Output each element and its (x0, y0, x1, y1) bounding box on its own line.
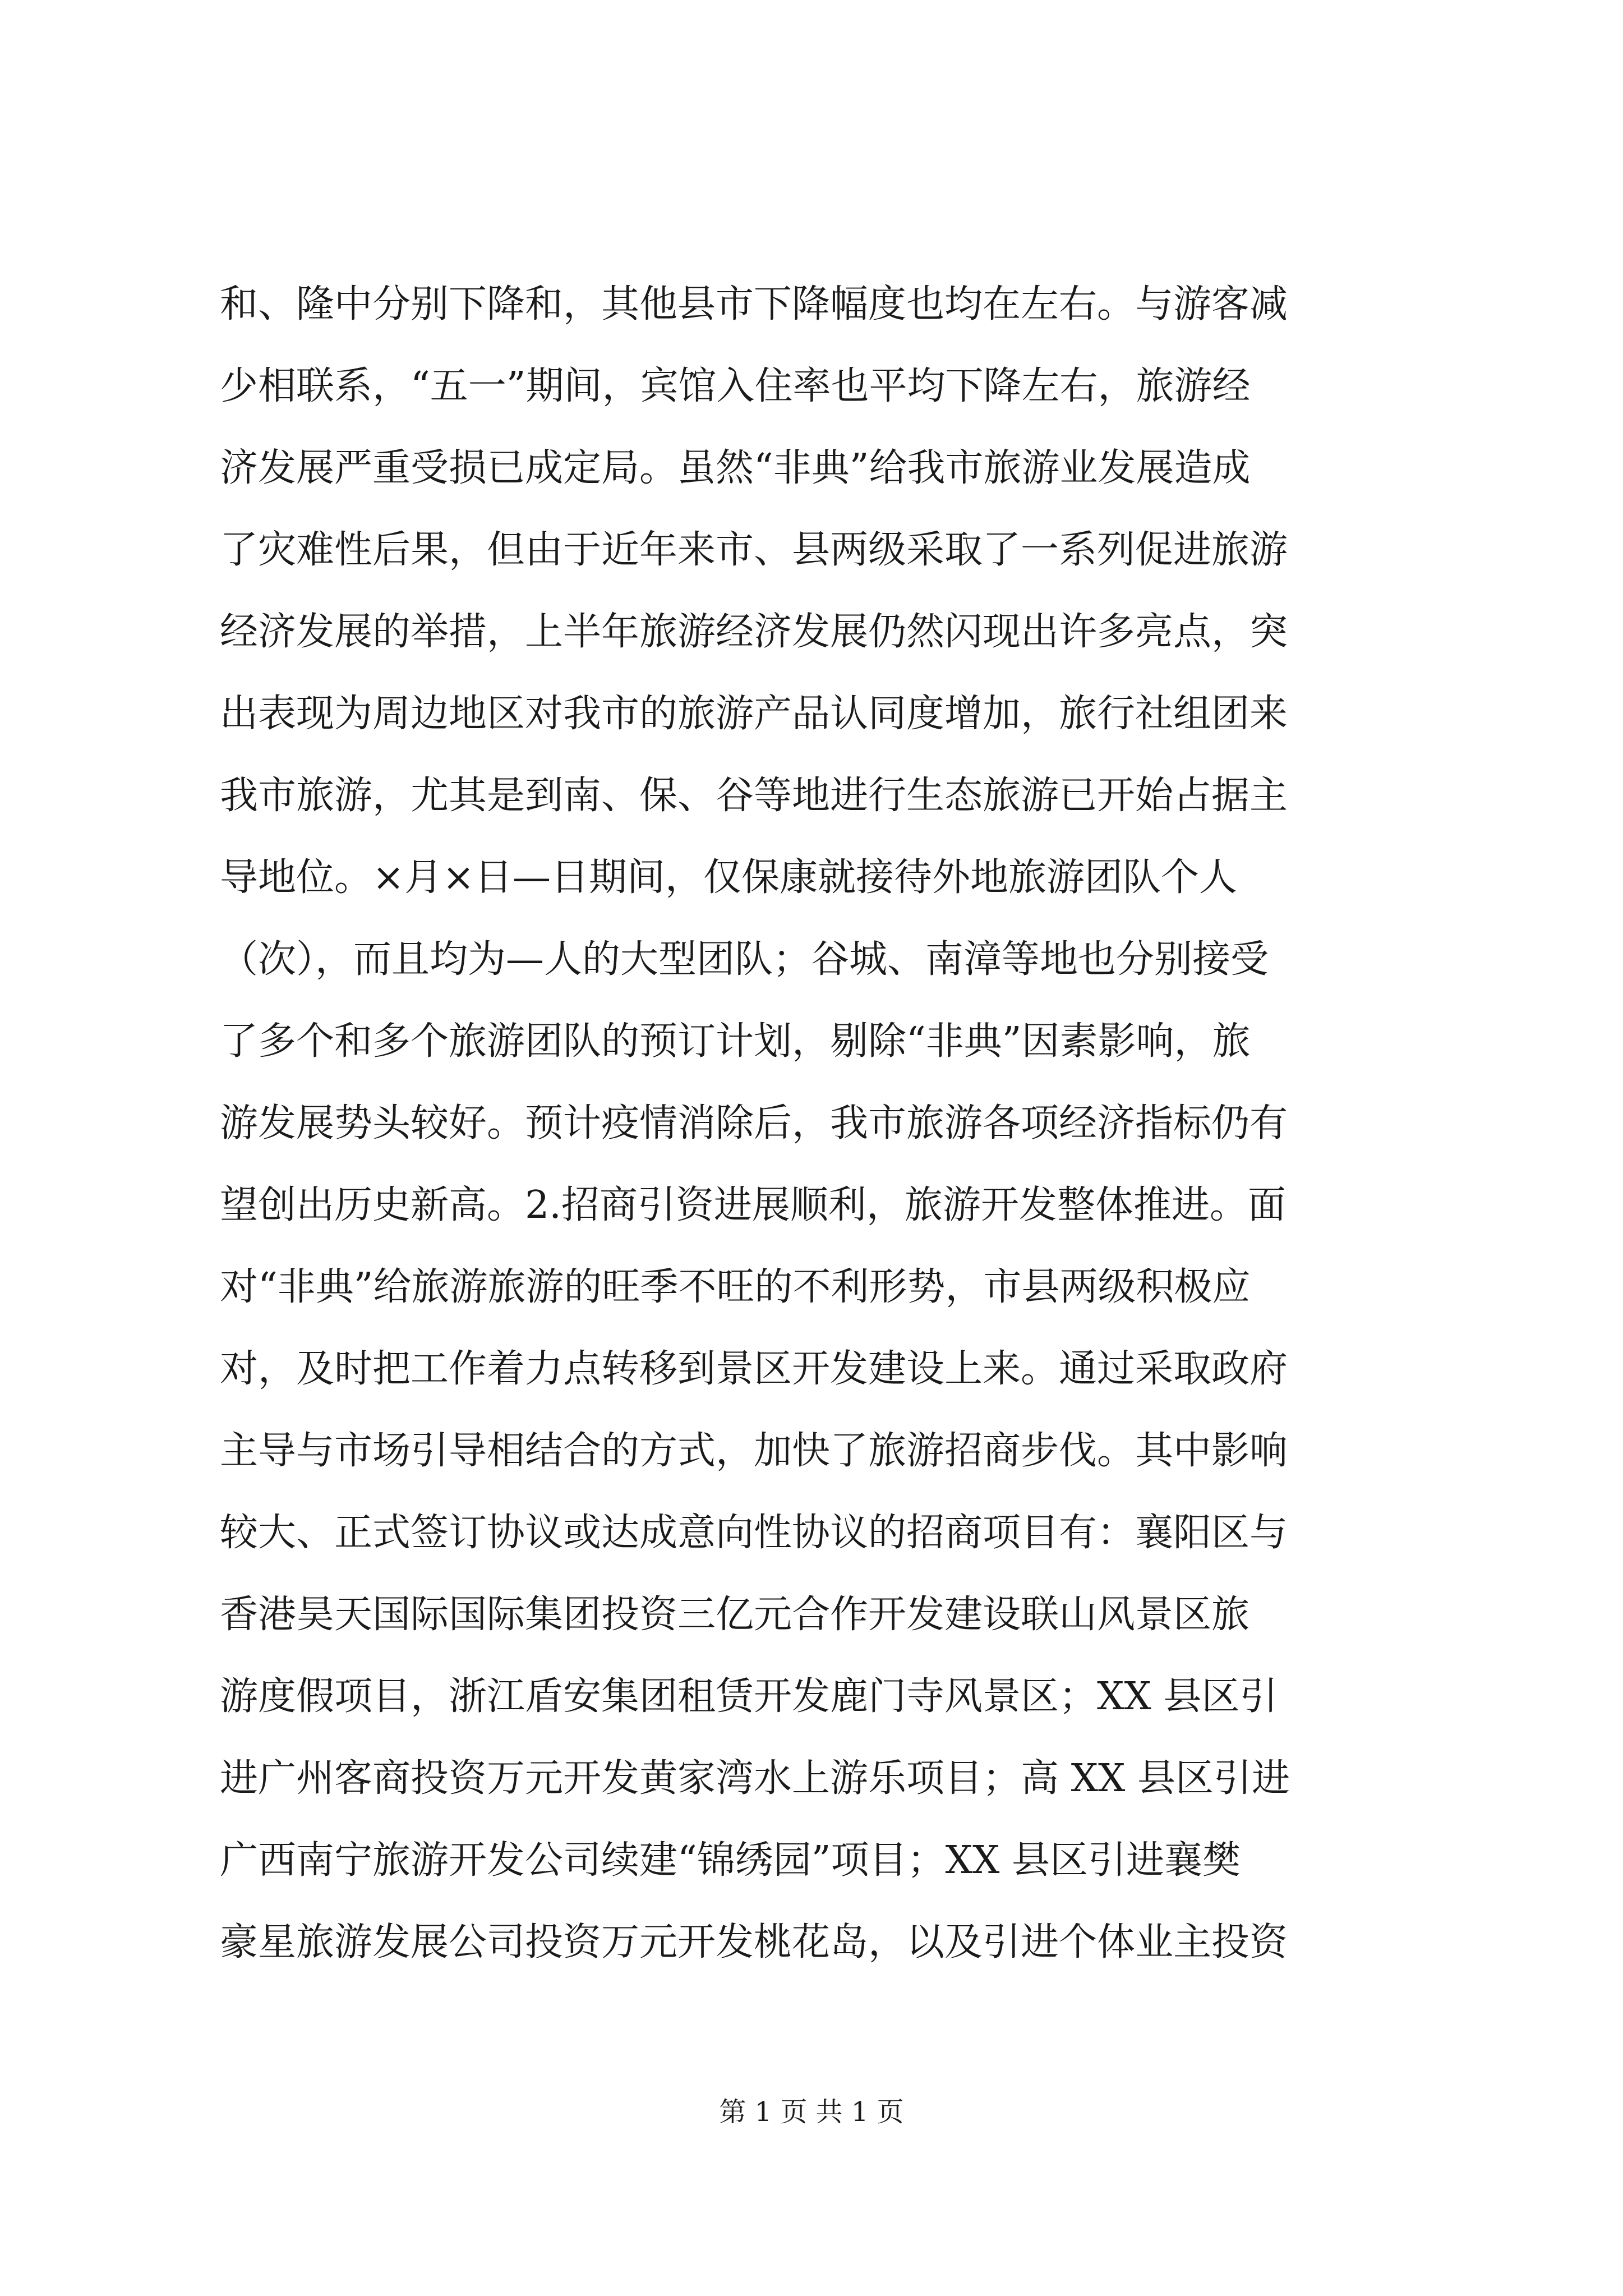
text-line: 了灾难性后果，但由于近年来市、县两级采取了一系列促进旅游 (220, 528, 1288, 572)
text-line: 豪星旅游发展公司投资万元开发桃花岛，以及引进个体业主投资 (220, 1920, 1288, 1964)
text-line: 游发展势头较好。预计疫情消除后，我市旅游各项经济指标仍有 (220, 1101, 1288, 1145)
text-line: 我市旅游，尤其是到南、保、谷等地进行生态旅游已开始占据主 (220, 774, 1288, 818)
page-footer: 第 1 页 共 1 页 (719, 2096, 904, 2128)
text-line: 出表现为周边地区对我市的旅游产品认同度增加，旅行社组团来 (220, 692, 1288, 736)
text-line: 了多个和多个旅游团队的预订计划，剔除“非典”因素影响，旅 (220, 1019, 1251, 1064)
text-line: 导地位。×月×日—日期间，仅保康就接待外地旅游团队个人 (220, 855, 1237, 900)
text-line: 望创出历史新高。2.招商引资进展顺利，旅游开发整体推进。面 (220, 1183, 1286, 1227)
text-line: （次），而且均为—人的大型团队；谷城、南漳等地也分别接受 (220, 937, 1269, 982)
text-line: 对，及时把工作着力点转移到景区开发建设上来。通过采取政府 (220, 1347, 1288, 1391)
text-line: 和、隆中分别下降和，其他县市下降幅度也均在左右。与游客减 (220, 282, 1288, 326)
text-line: 对“非典”给旅游旅游的旺季不旺的不利形势，市县两级积极应 (220, 1265, 1251, 1309)
text-line: 较大、正式签订协议或达成意向性协议的招商项目有：襄阳区与 (220, 1511, 1288, 1555)
text-line: 少相联系，“五一”期间，宾馆入住率也平均下降左右，旅游经 (220, 364, 1251, 408)
body-text (220, 264, 1414, 1984)
text-line: 游度假项目，浙江盾安集团租赁开发鹿门寺风景区；XX 县区引 (220, 1674, 1278, 1719)
text-line: 香港昊天国际国际集团投资三亿元合作开发建设联山风景区旅 (220, 1593, 1250, 1637)
text-line: 广西南宁旅游开发公司续建“锦绣园”项目；XX 县区引进襄樊 (220, 1838, 1241, 1883)
text-line: 主导与市场引导相结合的方式，加快了旅游招商步伐。其中影响 (220, 1429, 1288, 1473)
text-line: 进广州客商投资万元开发黄家湾水上游乐项目；高 XX 县区引进 (220, 1756, 1290, 1801)
text-line: 济发展严重受损已成定局。虽然“非典”给我市旅游业发展造成 (220, 446, 1251, 490)
text-line: 经济发展的举措，上半年旅游经济发展仍然闪现出许多亮点，突 (220, 610, 1288, 654)
